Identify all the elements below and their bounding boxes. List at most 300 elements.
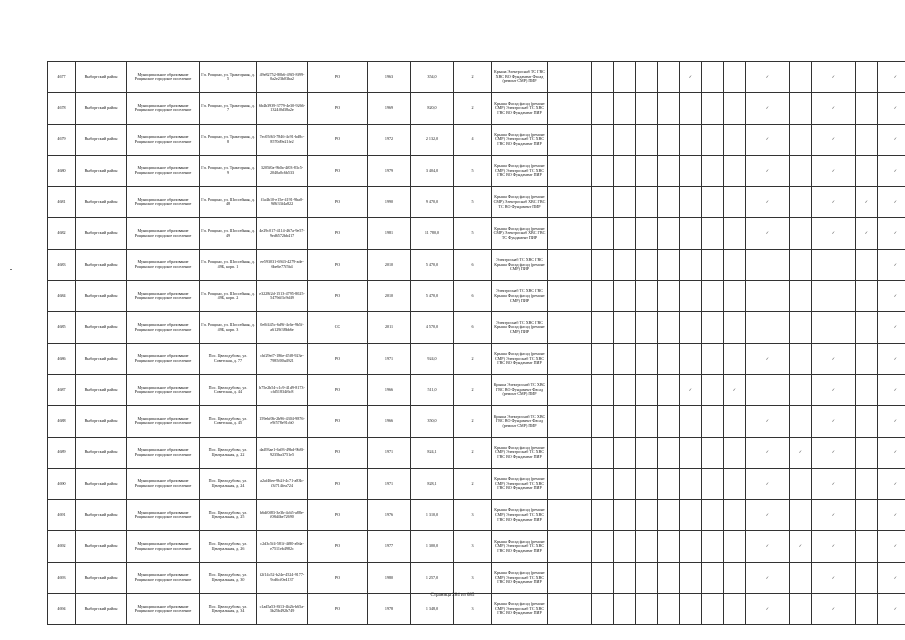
address-cell: Гп. Рощино, ул. Шоссейная, д. 49Б, корп. 1: [200, 249, 257, 280]
check-cell: [636, 531, 658, 562]
table-row: [48, 562, 905, 593]
check-cell: [614, 437, 636, 468]
house-guid-cell: da493ae1-6a93-49bd-9b8f-9235ba3751e5: [257, 437, 308, 468]
check-cell: [856, 500, 878, 531]
district-cell: Выборгский район: [76, 249, 127, 280]
table-row: [48, 531, 905, 562]
check-cell: ✓: [812, 218, 856, 249]
municipality-cell: Муниципальное образование Рощинское городское поселение: [127, 155, 200, 186]
check-cell: [658, 312, 680, 343]
floors-cell: 3: [454, 531, 492, 562]
check-cell: ✓: [746, 218, 790, 249]
house-guid-cell: f2f14c52-b24e-4524-9177-9cd6cf0e4137: [257, 562, 308, 593]
build-year-cell: 1971: [368, 468, 411, 499]
check-cell: [548, 531, 592, 562]
row-number: 4682: [48, 218, 76, 249]
check-cell: [724, 62, 746, 93]
house-guid-cell: cbf29ef7-186e-45f8-923e-7985f00a4921: [257, 343, 308, 374]
table-row: [48, 218, 905, 249]
check-cell: [636, 155, 658, 186]
municipality-cell: Муниципальное образование Рощинское городское поселение: [127, 594, 200, 625]
municipality-cell: Муниципальное образование Рощинское городское поселение: [127, 312, 200, 343]
floors-cell: 3: [454, 562, 492, 593]
check-cell: [658, 531, 680, 562]
check-cell: [592, 531, 614, 562]
check-cell: [856, 93, 878, 124]
address-cell: Гп. Рощино, ул. Шоссейная, д. 48: [200, 187, 257, 218]
check-cell: ✓: [812, 406, 856, 437]
district-cell: Выборгский район: [76, 281, 127, 312]
check-cell: [856, 594, 878, 625]
check-cell: ✓: [878, 406, 905, 437]
floors-cell: 2: [454, 468, 492, 499]
municipality-cell: Муниципальное образование Рощинское городское поселение: [127, 500, 200, 531]
check-cell: [592, 62, 614, 93]
check-cell: [548, 437, 592, 468]
row-number: 4678: [48, 93, 76, 124]
build-year-cell: 1966: [368, 406, 411, 437]
district-cell: Выборгский район: [76, 531, 127, 562]
municipality-cell: Муниципальное образование Рощинское городское поселение: [127, 187, 200, 218]
check-cell: [636, 218, 658, 249]
check-cell: [548, 281, 592, 312]
check-cell: ✓: [878, 155, 905, 186]
district-cell: Выборгский район: [76, 437, 127, 468]
check-cell: [680, 249, 702, 280]
check-cell: [680, 562, 702, 593]
check-cell: ✓: [812, 500, 856, 531]
area-cell: 2 132,0: [411, 124, 454, 155]
check-cell: ✓: [746, 562, 790, 593]
check-cell: [856, 468, 878, 499]
floors-cell: 3: [454, 594, 492, 625]
check-cell: ✓: [812, 562, 856, 593]
check-cell: [856, 374, 878, 405]
floors-cell: 2: [454, 406, 492, 437]
check-cell: [746, 312, 790, 343]
row-number: 4693: [48, 562, 76, 593]
check-cell: ✓: [790, 531, 812, 562]
floors-cell: 5: [454, 218, 492, 249]
floors-cell: 2: [454, 343, 492, 374]
works-list-cell: Крыша Фасад фасад (ремонт СМР) Электроснаб ТС ХВС ГВС ВО Фундамент ПИР: [492, 437, 548, 468]
check-cell: ✓: [878, 93, 905, 124]
municipality-cell: Муниципальное образование Рощинское городское поселение: [127, 281, 200, 312]
check-cell: [592, 374, 614, 405]
check-cell: ✓: [878, 249, 905, 280]
municipality-cell: Муниципальное образование Рощинское городское поселение: [127, 93, 200, 124]
check-cell: [592, 187, 614, 218]
area-cell: 511,0: [411, 374, 454, 405]
municipality-cell: Муниципальное образование Рощинское городское поселение: [127, 343, 200, 374]
check-cell: ✓: [746, 500, 790, 531]
build-year-cell: 1978: [368, 594, 411, 625]
house-guid-cell: 3205f0a-9b0a-4f03-83c5-2040a0c6b533: [257, 155, 308, 186]
check-cell: [658, 406, 680, 437]
check-cell: [702, 343, 724, 374]
works-list-cell: Крыша Фасад фасад (ремонт СМР) Электроснаб ТС ХВС ГВС ВО Фундамент ПИР: [492, 124, 548, 155]
works-list-cell: Крыша Фасад фасад (ремонт СМР) Электроснаб ТС ХВС ГВС ВО Фундамент ПИР: [492, 562, 548, 593]
row-number: 4681: [48, 187, 76, 218]
wall-material-cell: СС: [308, 312, 368, 343]
check-cell: [790, 62, 812, 93]
municipality-cell: Муниципальное образование Рощинское городское поселение: [127, 468, 200, 499]
check-cell: [680, 93, 702, 124]
check-cell: [658, 562, 680, 593]
check-cell: [856, 406, 878, 437]
check-cell: [636, 374, 658, 405]
check-cell: [724, 124, 746, 155]
check-cell: ✓: [878, 343, 905, 374]
check-cell: [548, 62, 592, 93]
build-year-cell: 1976: [368, 500, 411, 531]
registry-rows: [48, 62, 905, 625]
address-cell: Пос. Цвелодубово, ул. Советская, д. 45: [200, 406, 257, 437]
district-cell: Выборгский район: [76, 343, 127, 374]
address-cell: Пос. Цвелодубово, ул. Центральная, д. 26: [200, 531, 257, 562]
area-cell: 350,0: [411, 406, 454, 437]
build-year-cell: 2010: [368, 249, 411, 280]
table-row: [48, 62, 905, 93]
check-cell: [658, 218, 680, 249]
wall-material-cell: РО: [308, 93, 368, 124]
house-guid-cell: e3228f2d-1513-4795-8025-5479df3c9d49: [257, 281, 308, 312]
check-cell: [724, 531, 746, 562]
check-cell: [658, 124, 680, 155]
address-cell: Гп. Рощино, ул. Тракторная, д. 9: [200, 155, 257, 186]
check-cell: ✓: [878, 218, 905, 249]
check-cell: [702, 562, 724, 593]
check-cell: [658, 594, 680, 625]
house-guid-cell: 159ebf0b-2b96-4304-9876-e9f578e91cb0: [257, 406, 308, 437]
row-number: 4684: [48, 281, 76, 312]
address-cell: Гп. Рощино, ул. Тракторная, д. 7: [200, 93, 257, 124]
check-cell: ✓: [746, 62, 790, 93]
check-cell: ✓: [812, 437, 856, 468]
check-cell: [856, 155, 878, 186]
check-cell: [548, 312, 592, 343]
check-cell: [658, 187, 680, 218]
wall-material-cell: РО: [308, 468, 368, 499]
row-number: 4689: [48, 437, 76, 468]
check-cell: [724, 562, 746, 593]
works-list-cell: Крыша Фасад фасад (ремонт СМР) Электроснаб ХВС ГВС ТС ВО Фундамент ПИР: [492, 187, 548, 218]
check-cell: [702, 281, 724, 312]
row-number: 4691: [48, 500, 76, 531]
check-cell: [790, 343, 812, 374]
house-guid-cell: b75e2b54-c1c9-41d9-8173-cfd51834f6c8: [257, 374, 308, 405]
check-cell: ✓: [812, 93, 856, 124]
check-cell: [614, 406, 636, 437]
municipality-cell: Муниципальное образование Рощинское городское поселение: [127, 531, 200, 562]
check-cell: [702, 500, 724, 531]
check-cell: [658, 281, 680, 312]
build-year-cell: 1966: [368, 374, 411, 405]
check-cell: [548, 562, 592, 593]
floors-cell: 2: [454, 437, 492, 468]
check-cell: [790, 281, 812, 312]
check-cell: [746, 374, 790, 405]
check-cell: [702, 155, 724, 186]
check-cell: [680, 594, 702, 625]
area-cell: 5 470,0: [411, 281, 454, 312]
check-cell: [702, 218, 724, 249]
check-cell: [680, 187, 702, 218]
wall-material-cell: РО: [308, 437, 368, 468]
works-list-cell: Крыша Электроснаб ТС ХВС ГВС ВО Фундамент Фасад (ремонт СМР) ПИР: [492, 374, 548, 405]
check-cell: [680, 531, 702, 562]
house-guid-cell: 4e29c017-4114-467a-9e57-9ed6572bb417: [257, 218, 308, 249]
check-cell: [592, 406, 614, 437]
works-list-cell: Крыша Фасад фасад (ремонт СМР) Электроснаб ТС ХВС ГВС ВО Фундамент ПИР: [492, 500, 548, 531]
house-guid-cell: 0e0f445c-6d9f-4c6e-9b5f-a6129f38bb6e: [257, 312, 308, 343]
check-cell: [636, 124, 658, 155]
check-cell: [636, 281, 658, 312]
row-number: 4685: [48, 312, 76, 343]
works-list-cell: Электроснаб ТС ХВС ГВС Крыша Фасад фасад (ремонт СМР) ПИР: [492, 249, 548, 280]
check-cell: [790, 218, 812, 249]
check-cell: [614, 155, 636, 186]
check-cell: [614, 249, 636, 280]
table-row: [48, 249, 905, 280]
check-cell: ✓: [878, 500, 905, 531]
check-cell: ✓: [746, 93, 790, 124]
check-cell: [856, 124, 878, 155]
check-cell: [724, 218, 746, 249]
floors-cell: 2: [454, 93, 492, 124]
check-cell: [856, 531, 878, 562]
district-cell: Выборгский район: [76, 187, 127, 218]
check-cell: [548, 187, 592, 218]
check-cell: [856, 281, 878, 312]
check-cell: ✓: [812, 124, 856, 155]
check-cell: [614, 500, 636, 531]
works-list-cell: Крыша Электроснаб ТС ХВС ГВС ВО Фундамент Фасад (ремонт СМР) ПИР: [492, 406, 548, 437]
address-cell: Пос. Цвелодубово, ул. Центральная, д. 30: [200, 562, 257, 593]
works-list-cell: Крыша Фасад фасад (ремонт СМР) Электроснаб ТС ХВС ГВС ВО Фундамент ПИР: [492, 468, 548, 499]
check-cell: ✓: [812, 468, 856, 499]
check-cell: [592, 437, 614, 468]
check-cell: [636, 93, 658, 124]
house-guid-cell: 49e82752-80b6-49f5-8f99-0a2e23b03ba2: [257, 62, 308, 93]
check-cell: [658, 437, 680, 468]
check-cell: [614, 62, 636, 93]
page-number: Страница 284 из 685: [430, 593, 475, 598]
check-cell: [680, 468, 702, 499]
floors-cell: 2: [454, 374, 492, 405]
check-cell: ✓: [746, 468, 790, 499]
area-cell: 1 257,0: [411, 562, 454, 593]
check-cell: [856, 312, 878, 343]
check-cell: [614, 374, 636, 405]
check-cell: [702, 406, 724, 437]
row-number: 4690: [48, 468, 76, 499]
check-cell: [724, 187, 746, 218]
check-cell: [548, 500, 592, 531]
check-cell: [724, 155, 746, 186]
wall-material-cell: РО: [308, 374, 368, 405]
check-cell: [856, 62, 878, 93]
check-cell: ✓: [878, 468, 905, 499]
address-cell: Гп. Рощино, ул. Тракторная, д. 8: [200, 124, 257, 155]
works-list-cell: Крыша Фасад фасад (ремонт СМР) Электроснаб ТС ХВС ГВС ВО Фундамент ПИР: [492, 531, 548, 562]
works-list-cell: Электроснаб ТС ХВС ГВС Крыша Фасад фасад (ремонт СМР) ПИР: [492, 312, 548, 343]
area-cell: 4 570,0: [411, 312, 454, 343]
check-cell: [724, 312, 746, 343]
check-cell: [790, 562, 812, 593]
check-cell: [658, 62, 680, 93]
row-number: 4694: [48, 594, 76, 625]
address-cell: Гп. Рощино, ул. Тракторная, д. 5: [200, 62, 257, 93]
check-cell: [592, 155, 614, 186]
check-cell: [680, 500, 702, 531]
check-cell: ✓: [812, 155, 856, 186]
build-year-cell: 1971: [368, 437, 411, 468]
row-number: 4688: [48, 406, 76, 437]
check-cell: [790, 155, 812, 186]
check-cell: [702, 437, 724, 468]
district-cell: Выборгский район: [76, 124, 127, 155]
check-cell: [636, 562, 658, 593]
table-row: [48, 124, 905, 155]
check-cell: [658, 374, 680, 405]
municipality-cell: Муниципальное образование Рощинское городское поселение: [127, 374, 200, 405]
area-cell: 1 310,0: [411, 500, 454, 531]
check-cell: [614, 187, 636, 218]
floors-cell: 5: [454, 187, 492, 218]
build-year-cell: 1979: [368, 155, 411, 186]
check-cell: [856, 437, 878, 468]
check-cell: [658, 500, 680, 531]
works-list-cell: Электроснаб ТС ХВС ГВС Крыша Фасад фасад (ремонт СМР) ПИР: [492, 281, 548, 312]
check-cell: ✓: [812, 374, 856, 405]
floors-cell: 6: [454, 249, 492, 280]
check-cell: [658, 93, 680, 124]
house-guid-cell: ee593031-6943-4279-ade-6be6e77f5b4: [257, 249, 308, 280]
check-cell: [548, 343, 592, 374]
check-cell: [614, 124, 636, 155]
wall-material-cell: РО: [308, 343, 368, 374]
area-cell: 9 470,0: [411, 187, 454, 218]
area-cell: 924,0: [411, 343, 454, 374]
check-cell: [592, 93, 614, 124]
district-cell: Выборгский район: [76, 594, 127, 625]
check-cell: [548, 468, 592, 499]
table-row: [48, 374, 905, 405]
check-cell: [724, 281, 746, 312]
wall-material-cell: РО: [308, 500, 368, 531]
row-number: 4677: [48, 62, 76, 93]
wall-material-cell: РО: [308, 187, 368, 218]
check-cell: [548, 594, 592, 625]
wall-material-cell: РО: [308, 155, 368, 186]
check-cell: [790, 594, 812, 625]
check-cell: ✓: [790, 437, 812, 468]
check-cell: [548, 249, 592, 280]
check-cell: [724, 468, 746, 499]
municipality-cell: Муниципальное образование Рощинское городское поселение: [127, 406, 200, 437]
table-row: [48, 312, 905, 343]
check-cell: ✓: [812, 531, 856, 562]
check-cell: ✓: [878, 281, 905, 312]
wall-material-cell: РО: [308, 531, 368, 562]
table-row: [48, 93, 905, 124]
area-cell: 1 348,0: [411, 594, 454, 625]
check-cell: [680, 281, 702, 312]
floors-cell: 6: [454, 312, 492, 343]
check-cell: [790, 406, 812, 437]
check-cell: [680, 437, 702, 468]
area-cell: 1 300,0: [411, 531, 454, 562]
district-cell: Выборгский район: [76, 562, 127, 593]
check-cell: [592, 281, 614, 312]
house-guid-cell: b6df0f83-3e3b-4cb5-a88e-f08d4be72690: [257, 500, 308, 531]
wall-material-cell: РО: [308, 281, 368, 312]
check-cell: ✓: [746, 124, 790, 155]
table-row: [48, 187, 905, 218]
check-cell: [658, 249, 680, 280]
table-row: [48, 437, 905, 468]
check-cell: [592, 594, 614, 625]
check-cell: [790, 93, 812, 124]
wall-material-cell: РО: [308, 562, 368, 593]
works-list-cell: Крыша Фасад фасад (ремонт СМР) Электроснаб ТС ХВС ГВС ВО Фундамент ПИР: [492, 343, 548, 374]
check-cell: [702, 124, 724, 155]
check-cell: ✓: [878, 374, 905, 405]
check-cell: [548, 155, 592, 186]
check-cell: [548, 93, 592, 124]
check-cell: [614, 281, 636, 312]
check-cell: ✓: [878, 437, 905, 468]
check-cell: ✓: [746, 594, 790, 625]
check-cell: [724, 594, 746, 625]
district-cell: Выборгский район: [76, 374, 127, 405]
check-cell: [724, 500, 746, 531]
municipality-cell: Муниципальное образование Рощинское городское поселение: [127, 437, 200, 468]
works-list-cell: Крыша Фасад фасад (ремонт СМР) Электроснаб ХВС ГВС ТС Фундамент ПИР: [492, 218, 548, 249]
check-cell: ✓: [856, 218, 878, 249]
check-cell: [680, 343, 702, 374]
works-list-cell: Крыша Фасад фасад (ремонт СМР) Электроснаб ТС ХВС ГВС ВО Фундамент ПИР: [492, 93, 548, 124]
check-cell: [658, 155, 680, 186]
check-cell: [614, 531, 636, 562]
house-guid-cell: f1a4b10-e15e-4191-9ba0-9f8f33f4a822: [257, 187, 308, 218]
district-cell: Выборгский район: [76, 312, 127, 343]
check-cell: ✓: [878, 187, 905, 218]
build-year-cell: 2010: [368, 281, 411, 312]
row-number: 4692: [48, 531, 76, 562]
check-cell: [636, 468, 658, 499]
build-year-cell: 1981: [368, 218, 411, 249]
row-number: 4686: [48, 343, 76, 374]
check-cell: ✓: [878, 124, 905, 155]
district-cell: Выборгский район: [76, 500, 127, 531]
check-cell: [702, 187, 724, 218]
check-cell: [680, 218, 702, 249]
build-year-cell: 1963: [368, 62, 411, 93]
check-cell: ✓: [812, 62, 856, 93]
check-cell: [548, 374, 592, 405]
check-cell: [702, 249, 724, 280]
check-cell: [636, 312, 658, 343]
check-cell: [702, 594, 724, 625]
check-cell: [702, 62, 724, 93]
check-cell: [592, 124, 614, 155]
wall-material-cell: РО: [308, 594, 368, 625]
check-cell: [592, 500, 614, 531]
check-cell: ✓: [724, 374, 746, 405]
check-cell: [636, 406, 658, 437]
